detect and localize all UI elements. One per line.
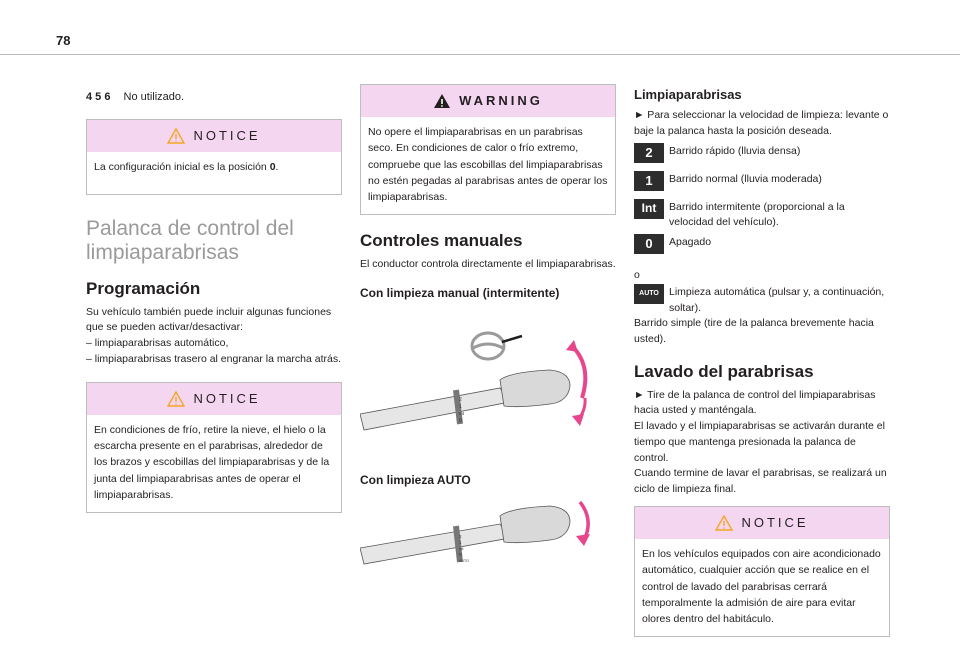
- speed-row-2: [634, 143, 890, 163]
- unused-text: No utilizado.: [123, 91, 185, 103]
- notice-header: [87, 383, 341, 415]
- stalk-label-0: 0: [459, 417, 462, 424]
- notice-body: En los vehículos equipados con aire acondicionado automático, cualquier acción que se realice en el control de lavado del parabrisas cerrará temporalmente la admisión de aire para evitar olores dentro del habitáculo.: [642, 547, 881, 626]
- notice-body: [87, 152, 341, 193]
- notice-header: [635, 507, 889, 539]
- speed-row-1: [634, 171, 890, 191]
- warning-triangle-filled-icon: [433, 93, 451, 109]
- steering-wheel-icon: [472, 333, 522, 359]
- stalk-label-2: 2: [459, 396, 462, 403]
- warning-triangle-icon: [167, 128, 185, 144]
- warning-title: WARNING: [459, 92, 543, 108]
- washer-heading: Lavado del parabrisas: [634, 361, 814, 381]
- manual-controls-heading: Controles manuales: [360, 231, 523, 251]
- wiper-stalk-manual-image: [360, 306, 616, 466]
- auto-badge-icon: AUTO: [634, 284, 664, 304]
- speed-row-int: [634, 199, 890, 232]
- unused-numbers: 4 5 6: [86, 91, 111, 103]
- stalk-label-1: 1: [459, 403, 462, 410]
- column-right: [634, 84, 890, 649]
- notice-box-cold: [86, 382, 342, 513]
- intermittent-heading: Con limpieza manual (intermitente): [360, 285, 560, 300]
- stalk-label-1: 1: [459, 540, 462, 546]
- stalk-illustration-auto: [360, 492, 616, 582]
- top-rule: [0, 54, 960, 55]
- speed-0-text: Apagado: [669, 236, 712, 249]
- stalk-illustration-manual: [360, 306, 616, 466]
- unused-note: [86, 90, 342, 105]
- speed-1-badge-icon: 1: [634, 171, 664, 191]
- notice-body: En condiciones de frío, retire la nieve, el hielo o la escarcha presente en el parabrisas, alrededor de los brazos y escobillas del limpiaparabrisas y de la junta del limpiaparabrisas antes de operar el limpiaparabrisas.: [94, 423, 330, 501]
- stalk-label-2: 2: [459, 534, 462, 540]
- programming-item: – limpiaparabrisas trasero al engranar la marcha atrás.: [86, 352, 342, 365]
- stalk-label-int: Int: [459, 546, 464, 552]
- speed-int-badge-icon: Int: [634, 199, 664, 219]
- stalk-body: [360, 370, 570, 430]
- speed-2-badge-icon: 2: [634, 143, 664, 163]
- column-middle: [360, 84, 616, 582]
- wipers-heading: Limpiaparabrisas: [634, 87, 742, 102]
- notice-text-end: .: [275, 161, 279, 174]
- column-left: [86, 84, 342, 525]
- stalk-label-auto: AUTO: [459, 559, 469, 564]
- notice-title: NOTICE: [193, 128, 261, 144]
- notice-text: La configuración inicial es la posición: [94, 161, 270, 174]
- section-title-line2: limpiaparabrisas: [86, 240, 239, 264]
- warning-box: [360, 84, 616, 215]
- speed-int-text: Barrido intermitente (proporcional a la velocidad del vehículo).: [669, 200, 845, 229]
- speed-0-badge-icon: 0: [634, 234, 664, 254]
- warning-triangle-icon: [715, 515, 733, 531]
- washer-step: ► Tire de la palanca de control del limpiaparabrisas hacia usted y manténgala.: [634, 388, 876, 417]
- page-number: 78: [56, 33, 71, 48]
- single-wipe-text: Barrido simple (tire de la palanca brevemente hacia usted).: [634, 317, 874, 346]
- programming-item: – limpiaparabrisas automático,: [86, 337, 229, 350]
- washer-text: El lavado y el limpiaparabrisas se activarán durante el tiempo que mantenga presionada la palanca de control.: [634, 420, 885, 464]
- warning-header: [361, 85, 615, 117]
- notice-text-bold: 0: [269, 161, 276, 174]
- section-title-line1: Palanca de control del: [86, 216, 294, 240]
- notice-box-aircon: [634, 506, 890, 637]
- programming-intro: Su vehículo también puede incluir algunas funciones que se pueden activar/desactivar:: [86, 305, 332, 334]
- notice-box-initial: [86, 119, 342, 194]
- manual-controls-text: El conductor controla directamente el limpiaparabrisas.: [360, 258, 616, 271]
- programming-heading: Programación: [86, 278, 201, 298]
- washer-text: Cuando termine de lavar el parabrisas, se realizará un ciclo de limpieza final.: [634, 467, 887, 496]
- speed-row-0: [634, 234, 890, 254]
- rotate-arrow-down-icon: [576, 502, 590, 546]
- wipers-intro: ► Para seleccionar la velocidad de limpieza: levante o baje la palanca hasta la posición deseada.: [634, 109, 889, 137]
- wiper-stalk-auto-image: [360, 492, 616, 582]
- speed-1-text: Barrido normal (lluvia moderada): [669, 172, 822, 185]
- stalk-label-int: Int: [459, 410, 465, 416]
- notice-header: [87, 120, 341, 152]
- auto-text: Limpieza automática (pulsar y, a continuación, soltar).: [669, 285, 885, 314]
- section-title: [86, 217, 342, 265]
- or-text: o: [634, 269, 640, 282]
- auto-heading: Con limpieza AUTO: [360, 472, 471, 487]
- warning-body: No opere el limpiaparabrisas en un parabrisas seco. En condiciones de calor o frío extremo, compruebe que las escobillas del limpiaparabrisas no estén pegadas al parabrisas antes de operar los limpiaparabrisas.: [368, 126, 608, 204]
- notice-title: NOTICE: [193, 390, 261, 406]
- rotate-arrow-down-icon: [572, 398, 585, 426]
- speed-2-text: Barrido rápido (lluvia densa): [669, 144, 801, 157]
- auto-row: [634, 284, 890, 317]
- stalk-label-0: 0: [459, 552, 462, 558]
- warning-triangle-icon: [167, 391, 185, 407]
- notice-title: NOTICE: [741, 514, 809, 530]
